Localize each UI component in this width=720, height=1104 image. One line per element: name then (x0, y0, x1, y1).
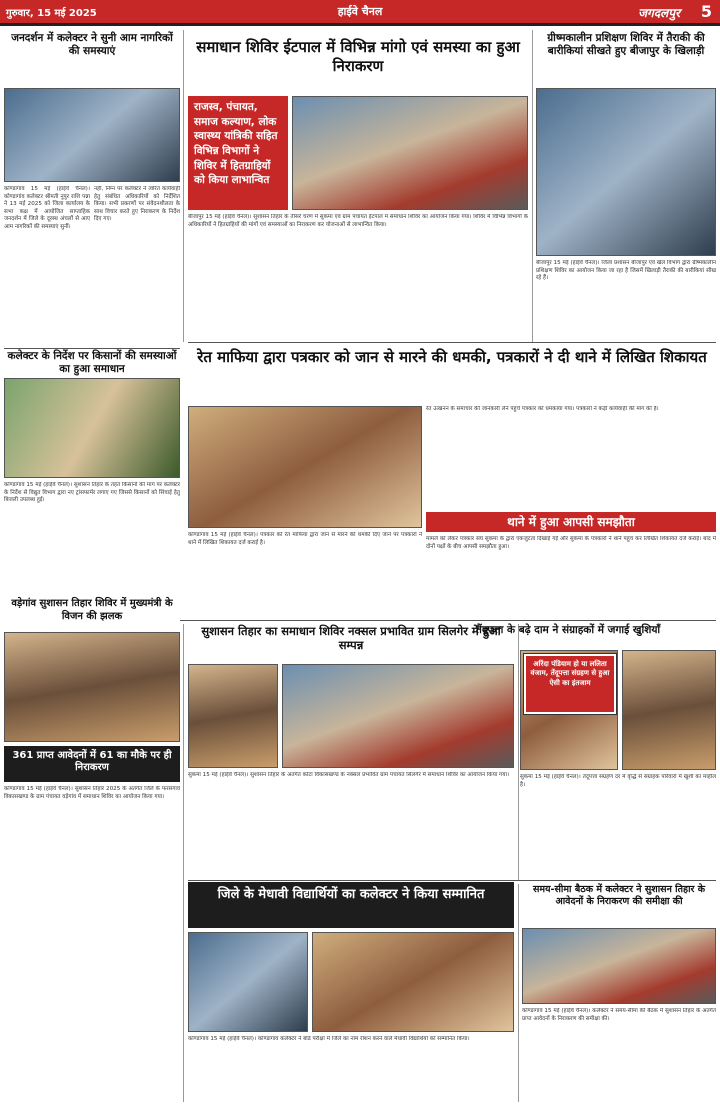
story1-headline: जनदर्शन में कलेक्टर ने सुनी आम नागरिकों की समस्याएं (11, 32, 173, 58)
story9-body: सुकमा 15 मई (हाईवे चैनल)। सुशासन तिहार के अंतर्गत कोंटा विकासखण्ड के नक्सल प्रभावित ग्राम पंचायत सिलगेर में समाधान शिविर का आयोजन किया गया। (188, 772, 510, 778)
story3-body: बीजापुर 15 मई (हाईवे चैनल)। जिला प्रशासन बीजापुर एवं खेल विभाग द्वारा ग्रीष्मकालीन प्रशिक्षण शिविर का आयोजन किया जा रहा है जिसमें खिलाड़ी तैराकी की बारीकियां सीख रहे हैं। (536, 260, 716, 282)
story1-body-right: नहीं, निम्न पर कलेक्टर ने त्वरित कार्यवाही हेतु संबंधित अधिकारियों को निर्देशित किया। सभी प्रकरणों पर संवेदनशीलता के साथ विचार करते हुए निराकरण के निर्देश दिए गए। (94, 186, 180, 223)
story11-headline: जिले के मेधावी विद्यार्थियों का कलेक्टर ने किया सम्मानित (188, 882, 514, 928)
story12-photo (522, 928, 716, 1004)
story4-headline: कलेक्टर के निर्देश पर किसानों की समस्याओं का हुआ समाधान (7, 350, 177, 376)
column-rule (183, 30, 184, 342)
story2-body: बीजापुर 15 मई (हाईवे चैनल)। सुशासन तिहार के तीसरे चरण में सुकमा एवं ग्राम पंचायत ईटपाल में समाधान शिविर का आयोजन किया गया। शिविर में विभिन्न विभागों के अधिकारियों ने हितग्राहियों की मांगों एवं समस्याओं का निराकरण कर योजनाओं से लाभान्वित किया। (188, 214, 528, 228)
story2-headline: समाधान शिविर ईटपाल में विभिन्न मांगो एवं समस्या का हुआ निराकरण (196, 38, 520, 75)
column-rule (518, 624, 519, 880)
story12-headline: समय-सीमा बैठक में कलेक्टर ने सुशासन तिहार के आवेदनों के निराकरण की समीक्षा की (532, 884, 706, 907)
story1-photo (4, 88, 180, 182)
story6-body: मामले को लेकर पत्रकार संघ सुकमा के द्वारा एकजुटता दिखाई गई और सुकमा के पत्रकारों ने थाने पहुंच कर लिखित शिकायत दर्ज कराई। बाद में दोनों पक्षों के बीच आपसी समझौता हुआ। (426, 536, 716, 550)
divider (188, 880, 716, 881)
story2-quote: राजस्व, पंचायत, समाज कल्याण, लोक स्वास्थ्य यांत्रिकी सहित विभिन्न विभागों ने शिविर में हितग्राहियों को किया लाभान्वित (188, 96, 288, 210)
story9-headline: सुशासन तिहार का समाधान शिविर नक्सल प्रभावित ग्राम सिलगेर में हुआ सम्पन्न (201, 624, 501, 653)
story3-headline: ग्रीष्मकालीन प्रशिक्षण शिविर में तैराकी की बारीकियां सीखते हुए बीजापुर के खिलाड़ी (547, 32, 705, 58)
story4-body: कोण्डागांव 15 मई (हाईवे चैनल)। सुशासन तिहार के तहत किसानों की मांग पर कलेक्टर के निर्देश से विद्युत विभाग द्वारा नए ट्रांसफार्मर लगाए गए जिससे किसानों को सिंचाई हेतु बिजली उपलब्ध हुई। (4, 482, 180, 504)
story11-body: कोण्डागांव 15 मई (हाईवे चैनल)। कोण्डागांव कलेक्टर ने बोर्ड परीक्षा में जिले का नाम रोशन करने वाले मेधावी विद्यार्थियों को सम्मानित किया। (188, 1036, 470, 1042)
story11-photo-1 (188, 932, 308, 1032)
story10-inset: अरिंदा पंडियाम हो या ललिता वंजाम, तेंदूपत्ता संग्रहण से हुआ ऐसी का इंतजाम (524, 654, 616, 714)
story9-photo (282, 664, 514, 768)
paper-name: हाईवे चैनल (337, 5, 383, 18)
story10-photo-2 (622, 650, 716, 770)
divider (4, 348, 180, 349)
story12-body: कोण्डागांव 15 मई (हाईवे चैनल)। कलेक्टर ने समय-सीमा की बैठक में सुशासन तिहार के अंतर्गत प्राप्त आवेदनों के निराकरण की समीक्षा की। (522, 1008, 716, 1022)
story8-body: कोण्डागांव 15 मई (हाईवे चैनल)। सुशासन तिहार 2025 के अंतर्गत जिले के फरसगांव विकासखण्ड के ग्राम पंचायत वड़ेगांव में समाधान शिविर का आयोजन किया गया। (4, 786, 180, 800)
column-rule (532, 30, 533, 342)
story9-photo-small (188, 664, 278, 768)
story5-body-left: कोण्डागांव 15 मई (हाईवे चैनल)। पत्रकार को रेत माफिया द्वारा जान से मारने की धमकी दिए जाने पर पत्रकारों ने थाने में लिखित शिकायत दर्ज कराई है। (188, 532, 422, 546)
story5-body-right: रेत उत्खनन के समाचार की जानकारी लेने पहुंचे पत्रकार को धमकाया गया। पत्रकारों ने कड़ी कार्यवाही की मांग की है। (426, 406, 659, 412)
story1-body-left: कोण्डागांव 15 मई (हाईवे चैनल)। कोण्डागांव कलेक्टर श्रीमती नुपुर राशि पन्ना ने 13 मई 2025 को जिला कार्यालय के सभा कक्ष में आयोजित साप्ताहिक जनदर्शन में जिले के दूरस्थ अंचलों से आए आम नागरिकों की समस्याएं सुनीं। (4, 186, 90, 230)
story10-headline: तेंदूपत्ता के बढ़े दाम ने संग्राहकों में जगाई खुशियाँ (475, 624, 661, 636)
divider (188, 342, 716, 343)
story7-headline: वड़ेगांव सुशासन तिहार शिविर में मुख्यमंत्री के विजन की झलक (4, 598, 180, 623)
story6-headline: थाने में हुआ आपसी समझौता (426, 512, 716, 532)
story10-body: सुकमा 15 मई (हाईवे चैनल)। तेंदूपत्ता संग्रहण दर में वृद्धि से संग्राहक परिवारों में खुशी का माहौल है। (520, 774, 716, 788)
page-number: 5 (700, 2, 712, 21)
column-rule (518, 884, 519, 1102)
story5-headline: रेत माफिया द्वारा पत्रकार को जान से मारने की धमकी, पत्रकारों ने दी थाने में लिखित शिकायत (197, 348, 707, 366)
story8-headline: 361 प्राप्त आवेदनों में 61 का मौके पर ही निराकरण (4, 746, 180, 782)
issue-date: गुरुवार, 15 मई 2025 (6, 8, 97, 19)
column-rule (183, 624, 184, 1102)
story2-photo (292, 96, 528, 210)
story4-photo (4, 378, 180, 478)
story3-photo (536, 88, 716, 256)
story7-photo (4, 632, 180, 742)
story11-photo-2 (312, 932, 514, 1032)
story5-photo (188, 406, 422, 528)
edition-city: जगदलपुर (638, 6, 680, 20)
